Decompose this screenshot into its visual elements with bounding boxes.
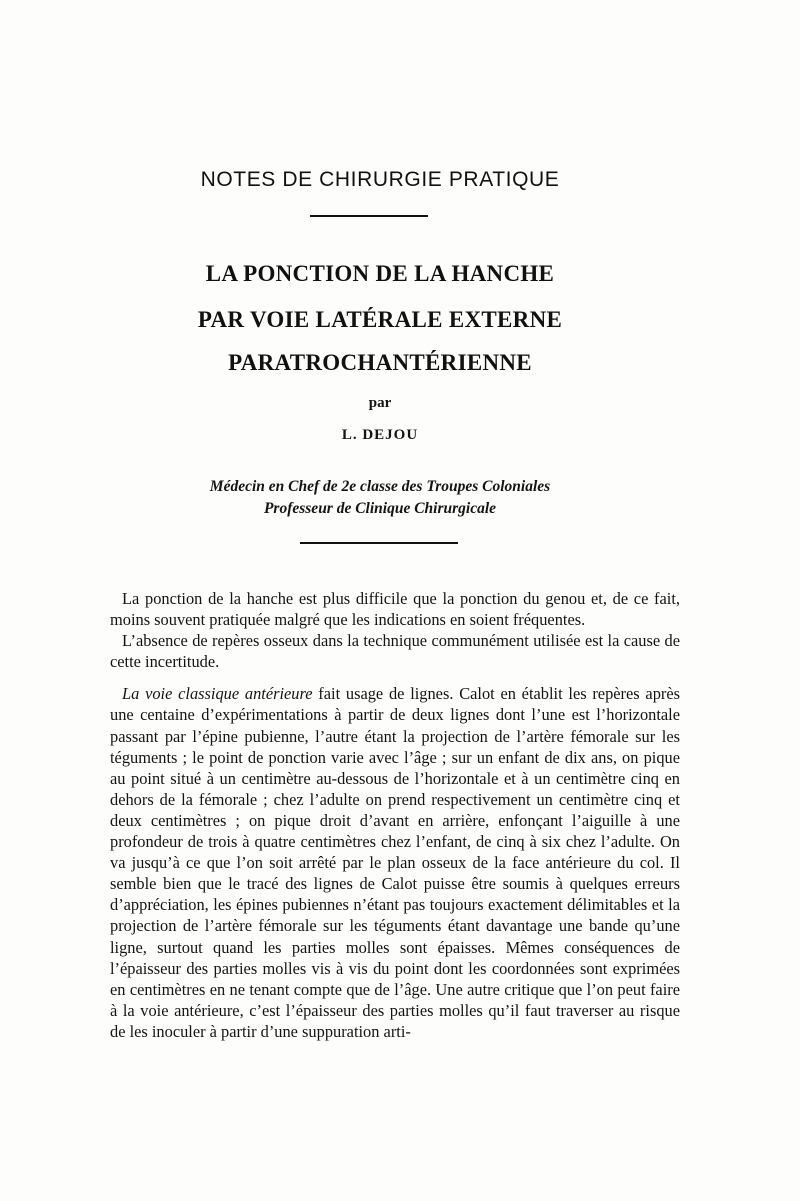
- paragraph-1: La ponction de la hanche est plus difficile que la ponction du genou et, de ce fait, moins souvent pratiquée malgré que les indications en soient fréquentes.: [110, 589, 680, 630]
- by-label: par: [368, 395, 392, 411]
- article-title-line-1: LA PONCTION DE LA HANCHE: [205, 261, 555, 286]
- article-body: [110, 588, 680, 1042]
- article-title-line-3: PARATROCHANTÉRIENNE: [228, 350, 532, 375]
- affiliation-line-2: Professeur de Clinique Chirurgicale: [263, 500, 497, 517]
- series-title: NOTES DE CHIRURGIE PRATIQUE: [200, 168, 560, 191]
- divider-bottom: [300, 542, 458, 544]
- paragraph-2: L’absence de repères osseux dans la technique communément utilisée est la cause de cette incertitude.: [110, 631, 680, 672]
- paragraph-3-emphasis: La voie classique antérieure: [122, 684, 313, 704]
- divider-top: [310, 215, 428, 217]
- article-title-line-2: PAR VOIE LATÉRALE EXTERNE: [197, 307, 563, 332]
- affiliation-line-1: Médecin en Chef de 2e classe des Troupes Coloniales: [209, 478, 551, 495]
- paragraph-3: [110, 683, 680, 1042]
- author-name: L. DEJOU: [341, 427, 419, 443]
- paragraph-3-text: fait usage de lignes. Calot en établit les repères après une centaine d’expérimentations à partir de deux lignes dont l’une est l’horizontale passant par l’épine pubienne, l’autre étant la projection de l’artère fémorale sur les téguments ; le point de ponction varie avec l’âge ; sur un enfant de dix ans, on pique au point situé à un centimètre au-dessous de l’horizontale et à un centimètre cinq en dehors de la fémorale ; chez l’adulte on prend respectivement un centimètre cinq et deux centimètres ; on pique droit d’avant en arrière, enfonçant l’aiguille à une profondeur de trois à quatre centimètres chez l’enfant, de cinq à six chez l’adulte. On va jusqu’à ce que l’on soit arrêté par le plan osseux de la face antérieure du col. Il semble bien que le tracé des lignes de Calot puisse être soumis à quelques erreurs d’appréciation, les épines pubiennes n’étant pas toujours exactement délimitables et la projection de l’artère fémorale sur les téguments étant davantage une bande qu’une ligne, surtout quand les parties molles sont épaisses. Mêmes conséquences de l’épaisseur des parties molles vis à vis du point dont les coordonnées sont exprimées en centimètres en ne tenant compte que de l’âge. Une autre critique que l’on peut faire à la voie antérieure, c’est l’épaisseur des parties molles qu’il faut traverser au risque de les inoculer à partir d’une suppuration arti-: [110, 684, 680, 1041]
